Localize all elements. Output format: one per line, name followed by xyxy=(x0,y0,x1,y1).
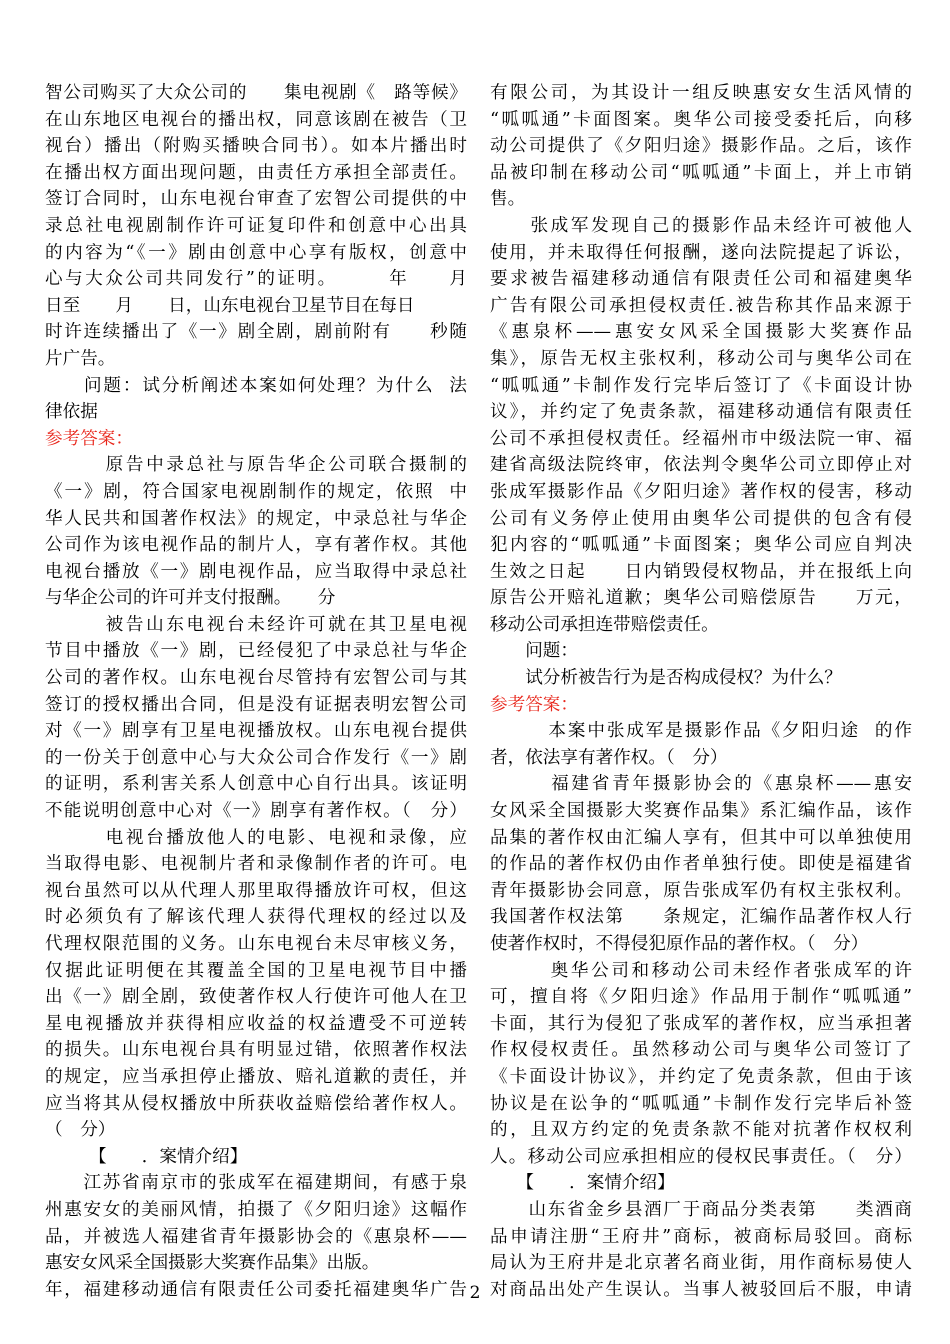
left-text-line: 原告中录总社与原告华企公司联合摄制的 xyxy=(45,455,467,476)
right-text-line: 犯内容的“呱呱通”卡面图案；奥华公司应自判决 xyxy=(490,535,912,556)
right-text-line: 《惠泉杯——惠安女风采全国摄影大奖赛作品 xyxy=(490,322,912,343)
left-text-line: 与华企公司的许可并支付报酬。 分 xyxy=(45,588,336,609)
right-text-line: 对商品出处产生误认。当事人被驳回后不服，申请 xyxy=(490,1279,912,1300)
left-text-line: 出《一》剧全剧，致使著作权人行使许可他人在卫 xyxy=(45,987,467,1008)
left-text-line: 品，并被选人福建省青年摄影协会的《惠泉杯—— xyxy=(45,1226,467,1247)
left-text-line: 惠安女风采全国摄影大奖赛作品集》出版。 xyxy=(45,1253,380,1274)
right-text-line: 青年摄影协会同意，原告张成军仍有权主张权利。 xyxy=(490,880,912,901)
left-text-line: 代理权限范围的义务。山东电视台未尽审核义务， xyxy=(45,934,467,954)
right-text-line: 广告有限公司承担侵权责任.被告称其作品来源于 xyxy=(490,295,912,316)
left-text-line: 公司作为该电视作品的制片人，享有著作权。其他 xyxy=(45,535,467,556)
right-text-line: 集》，原告无权主张权利，移动公司与奥华公司在 xyxy=(490,348,912,369)
right-text-line: 局认为王府井是北京著名商业街，用作商标易使人 xyxy=(490,1253,912,1274)
left-text-line: 智公司购买了大众公司的 集电视剧《 路等候》 xyxy=(45,83,467,103)
left-text-line: 年，福建移动通信有限责任公司委托福建奥华广告 xyxy=(45,1279,467,1300)
left-text-line: 在山东地区电视台的播出权，同意该剧在被告（卫 xyxy=(45,109,467,130)
right-text-line: 公司有义务停止使用由奥华公司提供的包含有侵 xyxy=(490,508,912,529)
right-text-line: 者，依法享有著作权。（ 分） xyxy=(490,747,728,768)
left-text-line: 录总社电视剧制作许可证复印件和创意中心出具 xyxy=(45,215,467,236)
right-text-line: 《卡面设计协议》，并约定了免责条款，但由于该 xyxy=(490,1066,912,1087)
left-text-line: 仅据此证明便在其覆盖全国的卫星电视节目中播 xyxy=(45,960,467,981)
left-text-line: 公司的著作权。山东电视台尽管持有宏智公司与其 xyxy=(45,668,467,689)
left-text-line: 签订合同时，山东电视台审查了宏智公司提供的中 xyxy=(45,189,467,210)
left-text-line: 星电视播放并获得相应收益的权益遭受不可逆转 xyxy=(45,1013,467,1034)
right-text-line: 女风采全国摄影大奖赛作品集》系汇编作品，该作 xyxy=(490,801,912,822)
left-text-line: 片广告。 xyxy=(45,348,116,369)
left-text-line: （ 分） xyxy=(45,1120,116,1141)
left-text-line: 的证明，系利害关系人创意中心自行出具。该证明 xyxy=(45,774,467,795)
left-text-line: 在播出权方面出现问题，由责任方承担全部责任。 xyxy=(45,162,467,183)
right-text-line: 的作品的著作权仍由作者单独行使。即使是福建省 xyxy=(490,854,912,875)
right-text-line: 品集的著作权由汇编人享有，但其中可以单独使用 xyxy=(490,827,912,848)
right-text-line: 品被印制在移动公司“呱呱通”卡面上，并上市销 xyxy=(490,162,912,183)
left-text-line: 视台）播出（附购买播映合同书）。如本片播出时 xyxy=(45,136,467,157)
right-text-line: 试分析被告行为是否构成侵权？为什么？ xyxy=(490,668,842,689)
right-text-line: 奥华公司和移动公司未经作者张成军的许 xyxy=(490,960,912,981)
left-text-line: 的一份关于创意中心与大众公司合作发行《一》剧 xyxy=(45,747,467,768)
right-text-line: 原告公开赔礼道歉；奥华公司赔偿原告 万元， xyxy=(490,588,912,609)
right-text-line: 的，且双方约定的免责条款不能对抗著作权权利 xyxy=(490,1120,912,1141)
left-text-line: 时必须负有了解该代理人获得代理权的经过以及 xyxy=(45,907,467,928)
right-text-line: “呱呱通”卡制作发行完毕后签订了《卡面设计协 xyxy=(490,375,912,396)
left-text-line: 《一》剧，符合国家电视剧制作的规定，依照 中 xyxy=(45,481,467,502)
right-text-line: 动公司提供了《夕阳归途》摄影作品。之后，该作 xyxy=(490,136,912,157)
left-text-line: 签订的授权播出合同，但是没有证据表明宏智公司 xyxy=(45,694,467,715)
right-text-line: 使用，并未取得任何报酬，遂向法院提起了诉讼， xyxy=(490,242,912,263)
left-text-line: 日至 月 日，山东电视台卫星节目在每日 xyxy=(45,295,415,316)
right-text-line: 卡面，其行为侵犯了张成军的著作权，应当承担著 xyxy=(490,1013,912,1034)
right-text-line: 福建省青年摄影协会的《惠泉杯——惠安 xyxy=(490,774,912,795)
left-text-line: 电视台播放《一》剧电视作品，应当取得中录总社 xyxy=(45,561,467,582)
right-text-line: 我国著作权法第 条规定，汇编作品著作权人行 xyxy=(490,907,912,928)
left-text-line: 州惠安女的美丽风情，拍摄了《夕阳归途》这幅作 xyxy=(45,1199,467,1220)
left-text-line: 的内容为“《一》剧由创意中心享有版权，创意中 xyxy=(45,242,467,263)
left-text-line: 当取得电影、电视制片者和录像制作者的许可。电 xyxy=(45,854,467,875)
right-text-line: 有限公司，为其设计一组反映惠安女生活风情的 xyxy=(490,83,912,103)
right-text-line: 生效之日起 日内销毁侵权物品，并在报纸上向 xyxy=(490,561,912,582)
right-text-line: 建省高级法院终审，依法判令奥华公司立即停止对 xyxy=(490,455,912,476)
left-column xyxy=(45,80,467,1303)
right-text-line: 协议是在讼争的“呱呱通”卡制作发行完毕后补签 xyxy=(490,1093,912,1114)
left-answer-heading: 参考答案： xyxy=(45,428,133,449)
left-text-line: 时许连续播出了《一》剧全剧，剧前附有 秒随 xyxy=(45,322,467,343)
right-text-line: 议》，并约定了免责条款，福建移动通信有限责任 xyxy=(490,402,912,423)
right-text-line: 张成军发现自己的摄影作品未经许可被他人 xyxy=(490,215,912,236)
right-text-line: 公司不承担侵权责任。经福州市中级法院一审、福 xyxy=(490,428,912,449)
right-text-line: 【 ．案情介绍】 xyxy=(490,1173,675,1194)
right-text-line: 问题： xyxy=(490,641,578,662)
right-text-line: 山东省金乡县酒厂于商品分类表第 类酒商 xyxy=(490,1199,912,1220)
left-text-line: 对《一》剧享有卫星电视播放权。山东电视台提供 xyxy=(45,721,467,742)
right-text-line: 售。 xyxy=(490,189,526,210)
right-text-line: 人。移动公司应承担相应的侵权民事责任。（ 分） xyxy=(490,1146,912,1167)
left-text-line: 律依据 xyxy=(45,402,98,423)
right-text-line: 品申请注册“王府井”商标，被商标局驳回。商标 xyxy=(490,1226,912,1247)
left-text-line: 应当将其从侵权播放中所获收益赔偿给著作权人。 xyxy=(45,1093,467,1114)
left-text-line: 被告山东电视台未经许可就在其卫星电视 xyxy=(45,614,467,635)
left-text-line: 不能说明创意中心对《一》剧享有著作权。（ 分） xyxy=(45,801,467,822)
right-text-line: 移动公司承担连带赔偿责任。 xyxy=(490,614,719,635)
left-text-line: 华人民共和国著作权法》的规定，中录总社与华企 xyxy=(45,508,467,529)
left-text-line: 电视台播放他人的电影、电视和录像，应 xyxy=(45,827,467,848)
right-answer-heading: 参考答案： xyxy=(490,694,578,715)
left-text-line: 的规定，应当承担停止播放、赔礼道歉的责任，并 xyxy=(45,1066,467,1087)
right-text-line: 本案中张成军是摄影作品《夕阳归途 的作 xyxy=(490,721,912,742)
left-text-line: 视台虽然可以从代理人那里取得播放许可权，但这 xyxy=(45,880,467,901)
left-text-line: 问题：试分析阐述本案如何处理？为什么 法 xyxy=(45,375,467,396)
left-text-line: 心与大众公司共同发行”的证明。 年 月 xyxy=(45,269,467,290)
right-text-line: 作权侵权责任。虽然移动公司与奥华公司签订了 xyxy=(490,1040,912,1061)
left-text-line: 的损失。山东电视台具有明显过错，依照著作权法 xyxy=(45,1040,467,1061)
right-text-line: 张成军摄影作品《夕阳归途》著作权的侵害，移动 xyxy=(490,481,912,502)
right-text-line: 使著作权时，不得侵犯原作品的著作权。（ 分） xyxy=(490,934,869,954)
left-text-line: 江苏省南京市的张成军在福建期间，有感于泉 xyxy=(45,1173,467,1194)
left-text-line: 节目中播放《一》剧，已经侵犯了中录总社与华企 xyxy=(45,641,467,662)
right-text-line: 要求被告福建移动通信有限责任公司和福建奥华 xyxy=(490,269,912,290)
right-text-line: “呱呱通”卡面图案。奥华公司接受委托后，向移 xyxy=(490,109,912,130)
page-number: 2 xyxy=(469,1283,481,1303)
left-text-line: 【 ．案情介绍】 xyxy=(45,1146,248,1167)
right-column xyxy=(490,80,912,1303)
right-text-line: 可，擅自将《夕阳归途》作品用于制作“呱呱通” xyxy=(490,987,912,1008)
